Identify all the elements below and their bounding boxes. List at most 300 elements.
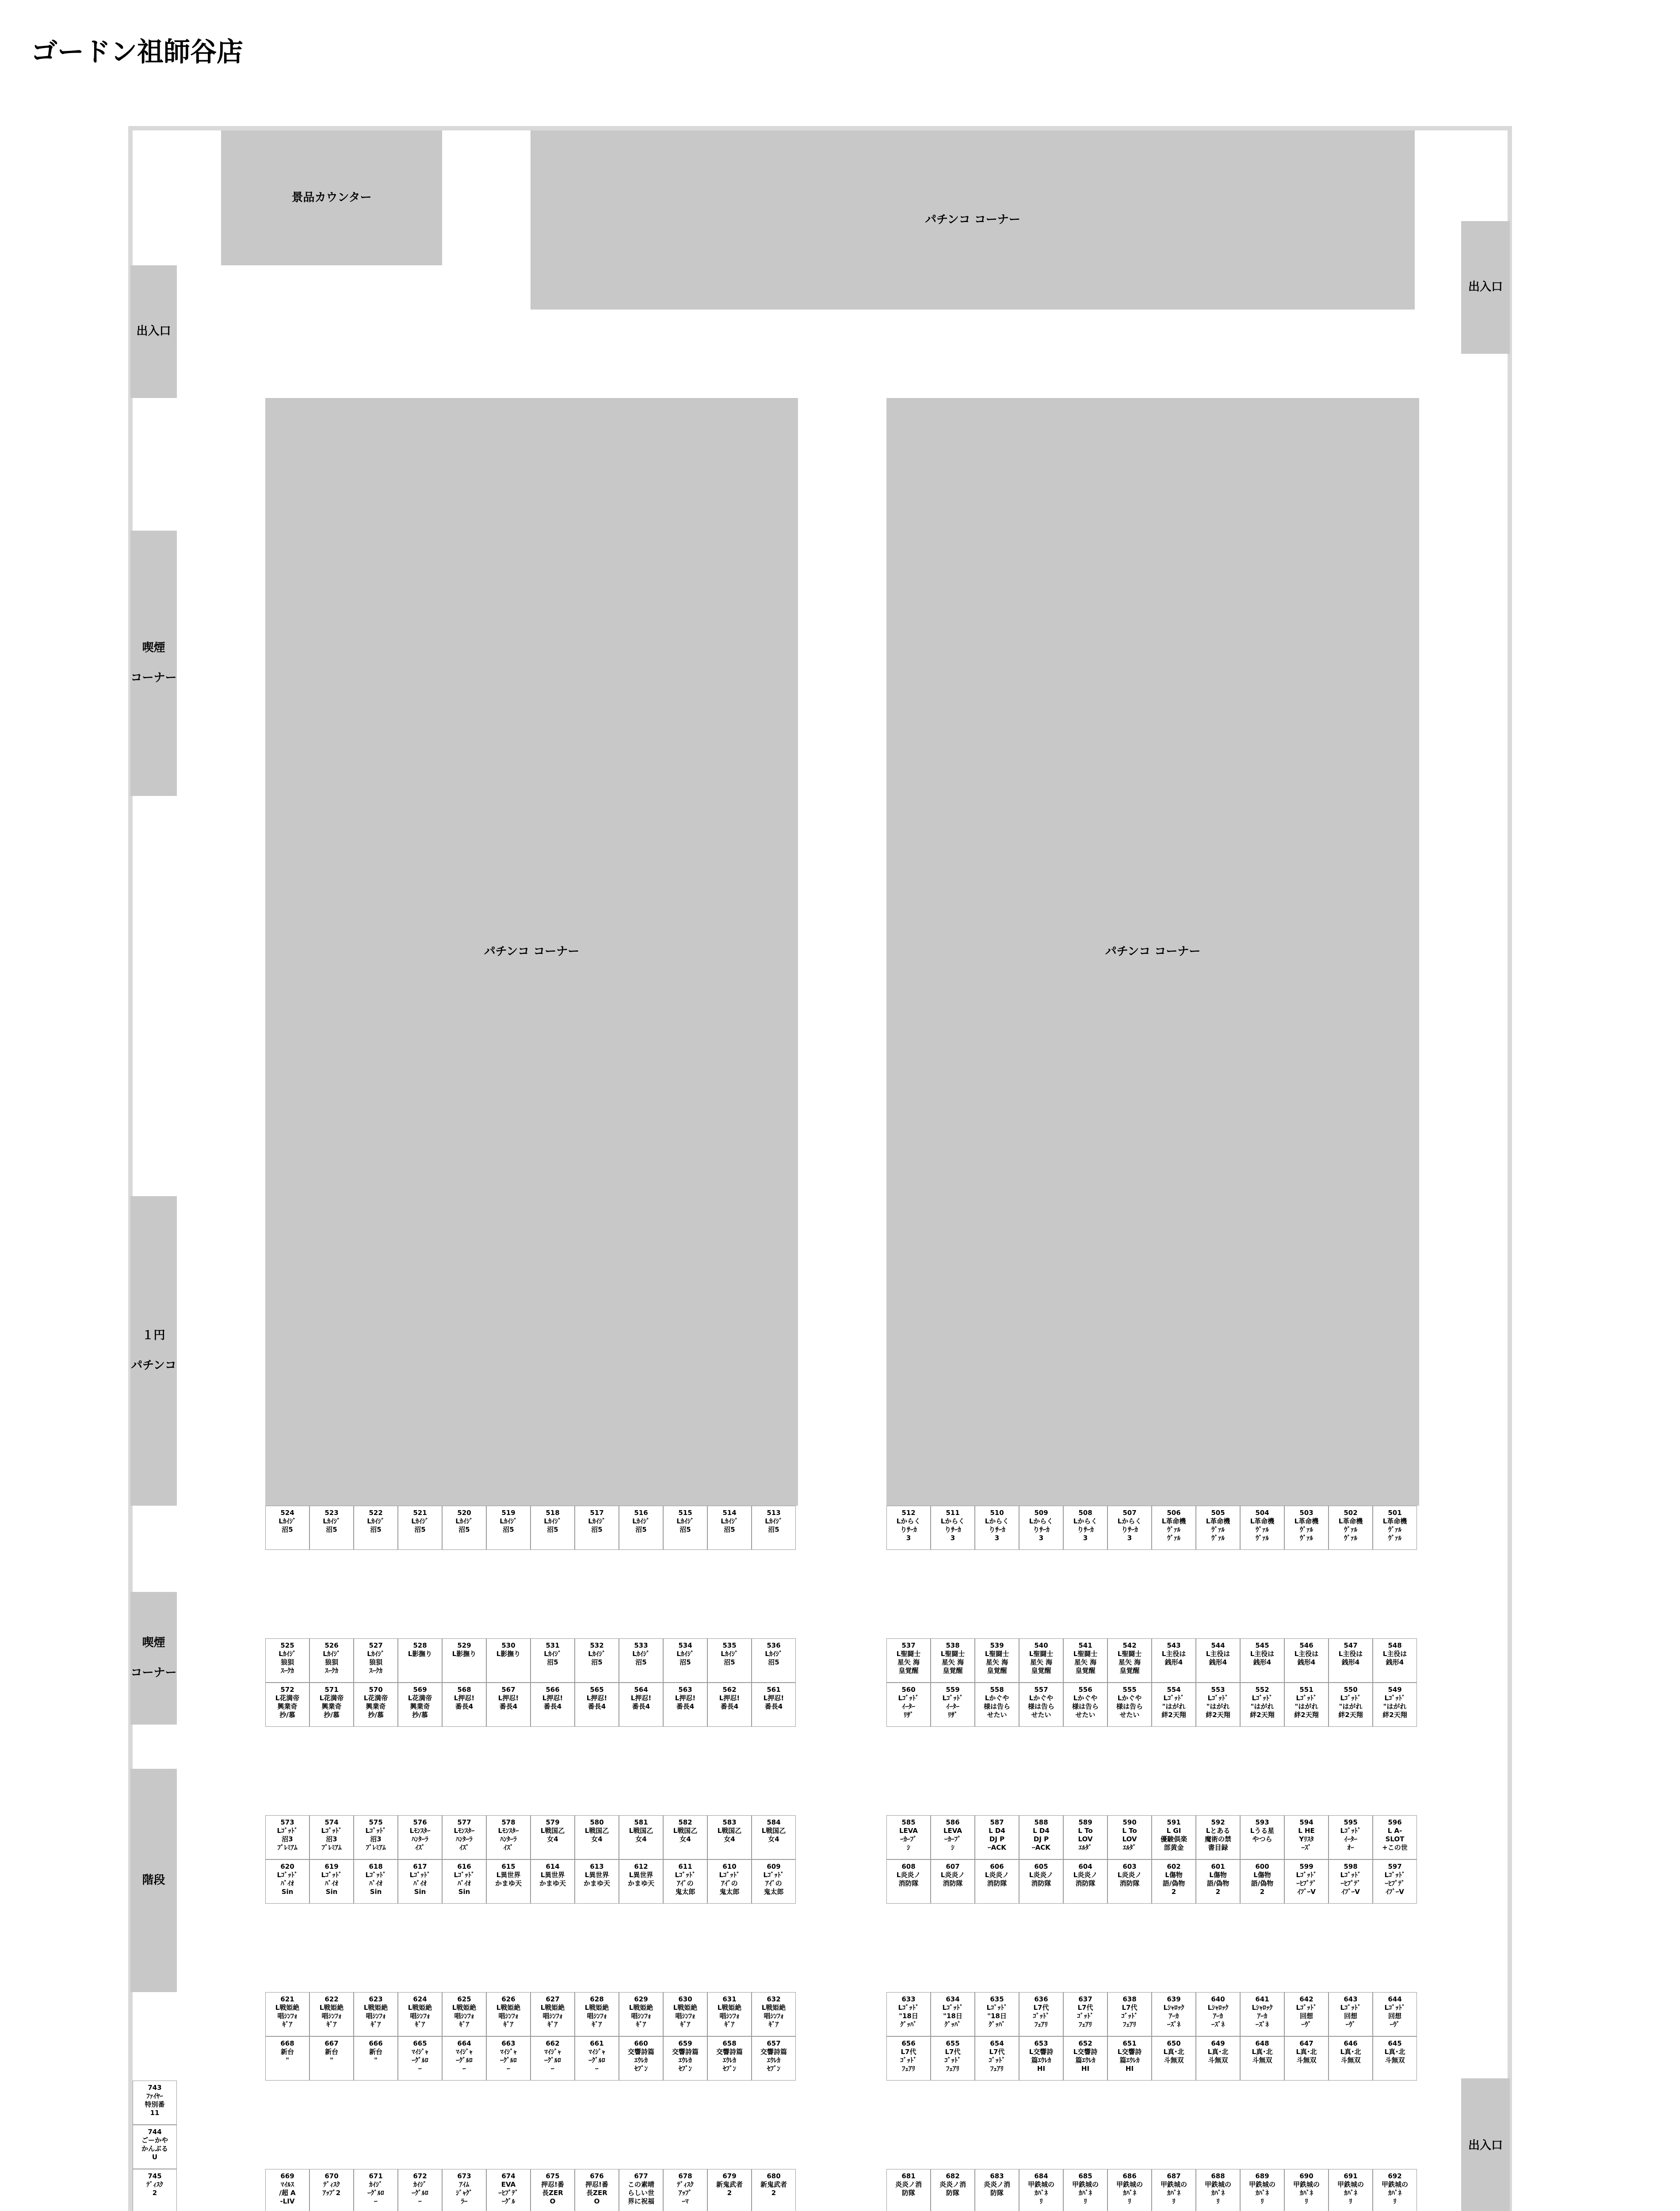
machine-number: 645 [1388,2039,1402,2047]
machine-slot [1196,1506,1240,1550]
entrance-right-bottom: 出入口 [1461,2078,1510,2211]
machine-number: 685 [1078,2172,1092,2180]
machine-number: 528 [413,1641,427,1649]
machine-title: Lｶｲｼﾞ 狼狽 ｽｰｸｶ [367,1650,385,1675]
machine-number: 657 [767,2039,781,2047]
machine-title: L花満帝 興業奇 抄/慕 [319,1694,344,1719]
machine-number: 660 [634,2039,648,2047]
machine-slot [1063,1638,1107,1683]
machine-title: Lｶｲｼﾞ 沼5 [632,1650,650,1666]
machine-title: L戦姫絶 唱ｼﾝﾌｫ ｷﾞｱ [319,2004,344,2028]
machine-number: 595 [1344,1818,1358,1826]
machine-number: 622 [325,1995,339,2003]
machine-slot [886,2169,931,2211]
machine-title: L革命機 ｳﾞｧﾙ ｳﾞｧﾙ [1294,1517,1319,1542]
machine-number: 689 [1255,2172,1269,2180]
machine-title: Lｺﾞｯﾄﾞ 沼3 ﾌﾟﾚﾐｱﾑ [277,1827,298,1851]
machine-title: Lｶｲｼﾞ 沼5 [367,1517,385,1534]
machine-slot [486,2036,531,2081]
machine-title: Lｺﾞｯﾄﾞ ﾊﾞｲｵ Sin [409,1871,431,1896]
machine-title: LEVA ｰｶｰﾌﾟ ｼ [899,1827,918,1851]
machine-title: Lｺﾞｯﾄﾞ ｰﾋﾌﾟﾃﾞ ｲﾌﾞｰV [1384,1871,1405,1896]
machine-title: 甲鉄城の ｶﾊﾞﾈ ﾘ [1337,2180,1364,2205]
machine-number: 692 [1388,2172,1402,2180]
machine-number: 520 [457,1509,471,1517]
machine-number: 542 [1123,1641,1137,1649]
machine-number: 639 [1167,1995,1181,2003]
machine-slot [619,2169,663,2211]
machine-slot [398,1992,442,2036]
machine-slot [531,1859,575,1904]
machine-title: 甲鉄城の ｶﾊﾞﾈ ﾘ [1116,2180,1143,2205]
machine-slot [575,1992,619,2036]
machine-number: 673 [457,2172,471,2180]
machine-slot [1019,1815,1063,1859]
machine-slot [707,2036,752,2081]
machine-number: 617 [413,1863,427,1871]
machine-slot [931,1638,975,1683]
machine-slot [1240,1506,1284,1550]
machine-number: 581 [634,1818,648,1826]
machine-title: L7代 ｺﾞｯﾄﾞ ﾌｪｱﾘ [1033,2004,1050,2028]
machine-slot [309,1859,354,1904]
machine-slot [309,1815,354,1859]
machine-title: L戦姫絶 唱ｼﾝﾌｫ ｷﾞｱ [717,2004,742,2028]
machine-slot [975,2036,1019,2081]
machine-number: 632 [767,1995,781,2003]
machine-number: 577 [457,1818,471,1826]
machine-title: Lｶｲｼﾞ 沼5 [544,1650,561,1666]
machine-number: 662 [546,2039,560,2047]
machine-number: 644 [1388,1995,1402,2003]
machine-title: L聖闘士 星矢 海 皇覚醒 [1073,1650,1098,1675]
smoking-corner-1: 喫煙 コーナー [130,531,177,796]
machine-title: Lｺﾞｯﾄﾞ ﾊﾞｲｵ Sin [454,1871,475,1896]
machine-number: 601 [1211,1863,1225,1871]
machine-number: 554 [1167,1686,1181,1694]
machine-slot [931,1859,975,1904]
machine-slot [265,1506,309,1550]
machine-slot [1107,1683,1152,1727]
machine-title: L革命機 ｳﾞｧﾙ ｳﾞｧﾙ [1382,1517,1407,1542]
machine-title: ﾌｧｲﾔｰ 特別番 11 [145,2092,165,2117]
machine-number: 524 [280,1509,294,1517]
machine-number: 620 [280,1863,294,1871]
machine-slot [1373,1506,1417,1550]
machine-title: Lｺﾞｯﾄﾞ ｰﾋﾌﾟﾃﾞ ｲﾌﾞｰV [1296,1871,1317,1896]
machine-slot [1063,2169,1107,2211]
machine-slot [1152,1506,1196,1550]
machine-number: 504 [1255,1509,1269,1517]
machine-title: L戦国乙 女4 [673,1827,698,1843]
machine-number: 530 [501,1641,515,1649]
machine-slot [354,1815,398,1859]
pachinko-corner-left: パチンコ コーナー [265,398,798,1506]
machine-number: 575 [369,1818,383,1826]
machine-number: 656 [901,2039,916,2047]
machine-slot [1240,2036,1284,2081]
outer-wall-top [128,126,1512,130]
machine-title: ﾃﾞｨｽｸ ｱｯﾌﾟ ｰﾏ [677,2180,694,2205]
machine-number: 641 [1255,1995,1269,2003]
machine-slot [354,1992,398,2036]
machine-slot [1329,1859,1373,1904]
machine-title: L傷物 語/偽物 2 [1251,1871,1274,1896]
machine-slot [975,1859,1019,1904]
machine-title: L主役は 銭形4 [1338,1650,1363,1666]
machine-title: Lｺﾞｯﾄﾞ ｱｲﾞの 鬼太郎 [763,1871,784,1896]
machine-slot [1329,1683,1373,1727]
machine-number: 655 [946,2039,960,2047]
machine-slot [663,1506,707,1550]
machine-title: 押忍!番 長ZER O [541,2180,564,2205]
machine-number: 602 [1167,1863,1181,1871]
machine-title: L To LOV ｴﾙﾀﾞ [1122,1827,1137,1851]
machine-slot [1019,1992,1063,2036]
machine-title: 交響詩篇 ｴｳﾚｶ ｾﾌﾞﾝ [760,2048,787,2073]
machine-slot [707,2169,752,2211]
machine-number: 681 [901,2172,916,2180]
machine-title: L A- SLOT +この世 [1382,1827,1408,1851]
machine-slot [398,1638,442,1683]
machine-slot [619,1638,663,1683]
machine-title: 甲鉄城の ｶﾊﾞﾈ ﾘ [1027,2180,1054,2205]
machine-slot [354,1683,398,1727]
machine-title: 甲鉄城の ｶﾊﾞﾈ ﾘ [1293,2180,1320,2205]
machine-number: 552 [1255,1686,1269,1694]
machine-title: Lｶｲｼﾞ 沼5 [323,1517,340,1534]
machine-slot [1019,1638,1063,1683]
machine-number: 562 [722,1686,737,1694]
machine-title: L革命機 ｳﾞｧﾙ ｳﾞｧﾙ [1161,1517,1186,1542]
machine-number: 603 [1123,1863,1137,1871]
machine-title: ﾏｲｼﾞｬ ｰｸﾞﾙﾛ ｰ [544,2048,561,2073]
machine-number: 585 [901,1818,916,1826]
machine-slot [133,2169,177,2211]
machine-number: 561 [767,1686,781,1694]
machine-title: 押忍!番 長ZER O [585,2180,608,2205]
machine-slot [1373,1638,1417,1683]
machine-slot [1284,1992,1329,2036]
machine-title: L押忍! 番長4 [763,1694,784,1710]
machine-number: 648 [1255,2039,1269,2047]
machine-title: Lｶｲｼﾞ 沼5 [544,1517,561,1534]
machine-number: 564 [634,1686,648,1694]
machine-number: 652 [1078,2039,1092,2047]
machine-title: L聖闘士 星矢 海 皇覚醒 [940,1650,965,1675]
machine-slot [1284,1506,1329,1550]
machine-title: Lｶｲｼﾞ 沼5 [279,1517,296,1534]
machine-number: 611 [678,1863,692,1871]
machine-title: L戦国乙 女4 [629,1827,653,1843]
machine-number: 510 [990,1509,1004,1517]
machine-slot [442,1506,486,1550]
machine-title: L押忍! 番長4 [675,1694,696,1710]
machine-slot [575,1683,619,1727]
machine-title: L傷物 語/偽物 2 [1162,1871,1185,1896]
machine-title: L炎炎ノ 消防隊 [1117,1871,1142,1887]
machine-title: L異世界 かまゆ天 [539,1871,566,1887]
machine-title: L影撫り [496,1650,521,1658]
machine-title: L戦国乙 女4 [717,1827,742,1843]
machine-slot [531,2036,575,2081]
machine-number: 651 [1123,2039,1137,2047]
machine-number: 608 [901,1863,916,1871]
machine-number: 664 [457,2039,471,2047]
machine-number: 533 [634,1641,648,1649]
machine-slot [309,2036,354,2081]
machine-title: L戦姫絶 唱ｼﾝﾌｫ ｷﾞｱ [673,2004,698,2028]
machine-number: 546 [1299,1641,1313,1649]
machine-slot [531,1683,575,1727]
machine-number: 650 [1167,2039,1181,2047]
machine-slot [1063,1815,1107,1859]
machine-title: Lｺﾞｯﾄﾞ "はがれ 絆2天翔 [1382,1694,1407,1719]
machine-number: 518 [546,1509,560,1517]
machine-slot [531,1506,575,1550]
machine-title: L交響詩 篇ｴｳﾚｶ HI [1073,2048,1098,2073]
machine-slot [975,1683,1019,1727]
machine-title: Lｺﾞｯﾄﾞ "はがれ 絆2天翔 [1338,1694,1363,1719]
machine-slot [1196,1638,1240,1683]
machine-title: L戦国乙 女4 [761,1827,786,1843]
machine-title: L聖闘士 星矢 海 皇覚醒 [1117,1650,1142,1675]
machine-number: 628 [590,1995,604,2003]
machine-title: Lｺﾞｯﾄﾞ "18日 ｸﾞｯﾊﾞ [898,2004,919,2028]
machine-slot [1063,1683,1107,1727]
machine-number: 557 [1034,1686,1048,1694]
machine-number: 630 [678,1995,692,2003]
machine-title: Lﾓﾝｽﾀｰ ﾊﾝﾀｰﾗ ｲｽﾞ [498,1827,519,1851]
machine-title: L押忍! 番長4 [630,1694,652,1710]
machine-title: 交響詩篇 ｴｳﾚｶ ｾﾌﾞﾝ [627,2048,654,2073]
machine-number: 594 [1299,1818,1313,1826]
machine-slot [1373,2036,1417,2081]
machine-title: ｶｲｼﾞ ｰｸﾞﾙﾛ ｰ [367,2180,384,2205]
machine-title: 交響詩篇 ｴｳﾚｶ ｾﾌﾞﾝ [672,2048,699,2073]
machine-number: 672 [413,2172,427,2180]
machine-title: 甲鉄城の ｶﾊﾞﾈ ﾘ [1249,2180,1275,2205]
machine-slot [931,2169,975,2211]
machine-slot [1284,2036,1329,2081]
machine-number: 597 [1388,1863,1402,1871]
machine-slot [354,1638,398,1683]
machine-slot [1107,1859,1152,1904]
machine-title: L革命機 ｳﾞｧﾙ ｳﾞｧﾙ [1338,1517,1363,1542]
machine-slot [1373,1859,1417,1904]
machine-title: Lｶｲｼﾞ 狼狽 ｽｰｸｶ [279,1650,296,1675]
machine-number: 535 [722,1641,737,1649]
machine-number: 658 [722,2039,737,2047]
machine-slot [442,1638,486,1683]
machine-slot [1240,1638,1284,1683]
machine-title: 新台 " [325,2048,338,2064]
machine-number: 663 [501,2039,515,2047]
machine-slot [1152,1683,1196,1727]
machine-slot [752,1815,796,1859]
machine-slot [1152,2169,1196,2211]
machine-number: 684 [1034,2172,1048,2180]
machine-slot [752,2169,796,2211]
machine-slot [752,1683,796,1727]
machine-title: L戦姫絶 唱ｼﾝﾌｫ ｷﾞｱ [496,2004,521,2028]
machine-slot [575,1506,619,1550]
machine-slot [1152,1992,1196,2036]
stairs: 階段 [130,1769,177,1992]
machine-number: 613 [590,1863,604,1871]
machine-number: 679 [722,2172,737,2180]
outer-wall-right [1508,126,1512,2211]
machine-number: 538 [946,1641,960,1649]
machine-slot [1284,2169,1329,2211]
machine-title: L傷物 語/偽物 2 [1207,1871,1229,1896]
machine-title: Lｶｲｼﾞ 沼5 [721,1650,738,1666]
machine-slot [931,1683,975,1727]
machine-number: 627 [546,1995,560,2003]
machine-number: 629 [634,1995,648,2003]
machine-slot [398,2036,442,2081]
machine-number: 590 [1123,1818,1137,1826]
machine-slot [1284,1683,1329,1727]
machine-number: 599 [1299,1863,1313,1871]
machine-number: 532 [590,1641,604,1649]
machine-slot [886,1859,931,1904]
machine-number: 541 [1078,1641,1092,1649]
machine-number: 624 [413,1995,427,2003]
machine-number: 670 [325,2172,339,2180]
machine-number: 606 [990,1863,1004,1871]
machine-title: L真･北 斗無双 [1252,2048,1273,2064]
machine-number: 580 [590,1818,604,1826]
machine-title: L聖闘士 星矢 海 皇覚醒 [896,1650,921,1675]
pachinko-corner-top: パチンコ コーナー [531,130,1415,310]
machine-slot [663,1992,707,2036]
machine-title: Lからく りｻｰｶ 3 [896,1517,921,1542]
machine-number: 631 [722,1995,737,2003]
machine-number: 511 [946,1509,960,1517]
machine-title: Lｼｬﾛｯｸ ｱｰｶ ｰｽﾞﾈ [1163,2004,1184,2028]
machine-number: 503 [1299,1509,1313,1517]
machine-slot [486,1683,531,1727]
machine-slot [354,1859,398,1904]
machine-number: 659 [678,2039,692,2047]
machine-number: 522 [369,1509,383,1517]
machine-slot [531,1815,575,1859]
machine-title: Lｶｲｼﾞ 沼5 [500,1517,517,1534]
yen1-pachinko-corner: １円 パチンコ [130,1196,177,1506]
machine-title: 甲鉄城の ｶﾊﾞﾈ ﾘ [1204,2180,1231,2205]
machine-number: 550 [1344,1686,1358,1694]
machine-slot [486,1638,531,1683]
machine-number: 572 [280,1686,294,1694]
machine-title: Lｺﾞｯﾄﾞ "18日 ｸﾞｯﾊﾞ [986,2004,1008,2028]
machine-number: 573 [280,1818,294,1826]
machine-title: L異世界 かまゆ天 [627,1871,654,1887]
machine-slot [1107,1815,1152,1859]
machine-title: Lうる星 やつら [1250,1827,1275,1843]
machine-number: 508 [1078,1509,1092,1517]
machine-title: L真･北 斗無双 [1163,2048,1184,2064]
machine-number: 555 [1123,1686,1137,1694]
machine-slot [663,1859,707,1904]
machine-slot [575,1815,619,1859]
machine-slot [442,1859,486,1904]
machine-title: Lｺﾞｯﾄﾞ 回想 ｰｳﾞ [1296,2004,1317,2028]
machine-title: Lｺﾞｯﾄﾞ ｱｲﾞの 鬼太郎 [675,1871,696,1896]
machine-title: Lｶｲｼﾞ 沼5 [721,1517,738,1534]
machine-slot [975,1638,1019,1683]
machine-number: 551 [1299,1686,1313,1694]
machine-number: 678 [678,2172,692,2180]
machine-slot [1196,2036,1240,2081]
machine-title: L聖闘士 星矢 海 皇覚醒 [1029,1650,1054,1675]
machine-slot [1152,1859,1196,1904]
machine-number: 548 [1388,1641,1402,1649]
machine-slot [575,2036,619,2081]
machine-number: 691 [1344,2172,1358,2180]
machine-title: L主役は 銭形4 [1294,1650,1319,1666]
machine-title: Lからく りｻｰｶ 3 [1117,1517,1142,1542]
machine-number: 531 [546,1641,560,1649]
machine-title: Lｶｲｼﾞ 狼狽 ｽｰｸｶ [323,1650,340,1675]
machine-slot [265,1992,309,2036]
machine-number: 626 [501,1995,515,2003]
machine-number: 506 [1167,1509,1181,1517]
machine-slot [663,2036,707,2081]
machine-number: 674 [501,2172,515,2180]
machine-title: L真･北 斗無双 [1340,2048,1361,2064]
machine-slot [442,1683,486,1727]
machine-number: 642 [1299,1995,1313,2003]
machine-slot [663,1683,707,1727]
machine-slot [1063,1859,1107,1904]
machine-title: L7代 ｺﾞｯﾄﾞ ﾌｪｱﾘ [944,2048,961,2073]
machine-title: Lｶｲｼﾞ 沼5 [765,1517,783,1534]
machine-slot [309,1992,354,2036]
machine-slot [265,1815,309,1859]
machine-title: L戦姫絶 唱ｼﾝﾌｫ ｷﾞｱ [540,2004,565,2028]
machine-slot [1196,2169,1240,2211]
machine-title: Lｼｬﾛｯｸ ｱｰｶ ｰｽﾞﾈ [1252,2004,1273,2028]
machine-number: 636 [1034,1995,1048,2003]
machine-title: L戦姫絶 唱ｼﾝﾌｫ ｷﾞｱ [584,2004,609,2028]
machine-slot [707,1859,752,1904]
machine-slot [354,2036,398,2081]
machine-slot [575,1859,619,1904]
machine-number: 516 [634,1509,648,1517]
machine-slot [309,1683,354,1727]
machine-slot [398,1859,442,1904]
machine-slot [886,1815,931,1859]
machine-slot [133,2081,177,2125]
machine-slot [931,2036,975,2081]
machine-number: 666 [369,2039,383,2047]
machine-slot [931,1992,975,2036]
machine-number: 537 [901,1641,916,1649]
machine-number: 556 [1078,1686,1092,1694]
machine-title: L D4 DJ P ｰACK [1032,1827,1050,1851]
machine-number: 649 [1211,2039,1225,2047]
machine-number: 633 [901,1995,916,2003]
machine-title: Lｺﾞｯﾄﾞ ｲｰﾀｰ ｵｰ [1340,1827,1361,1851]
machine-slot [886,1683,931,1727]
machine-slot [486,1815,531,1859]
machine-title: ﾏｲｼﾞｬ ｰｸﾞﾙﾛ ｰ [456,2048,473,2073]
machine-slot [486,1992,531,2036]
machine-slot [619,1859,663,1904]
machine-number: 567 [501,1686,515,1694]
machine-number: 646 [1344,2039,1358,2047]
